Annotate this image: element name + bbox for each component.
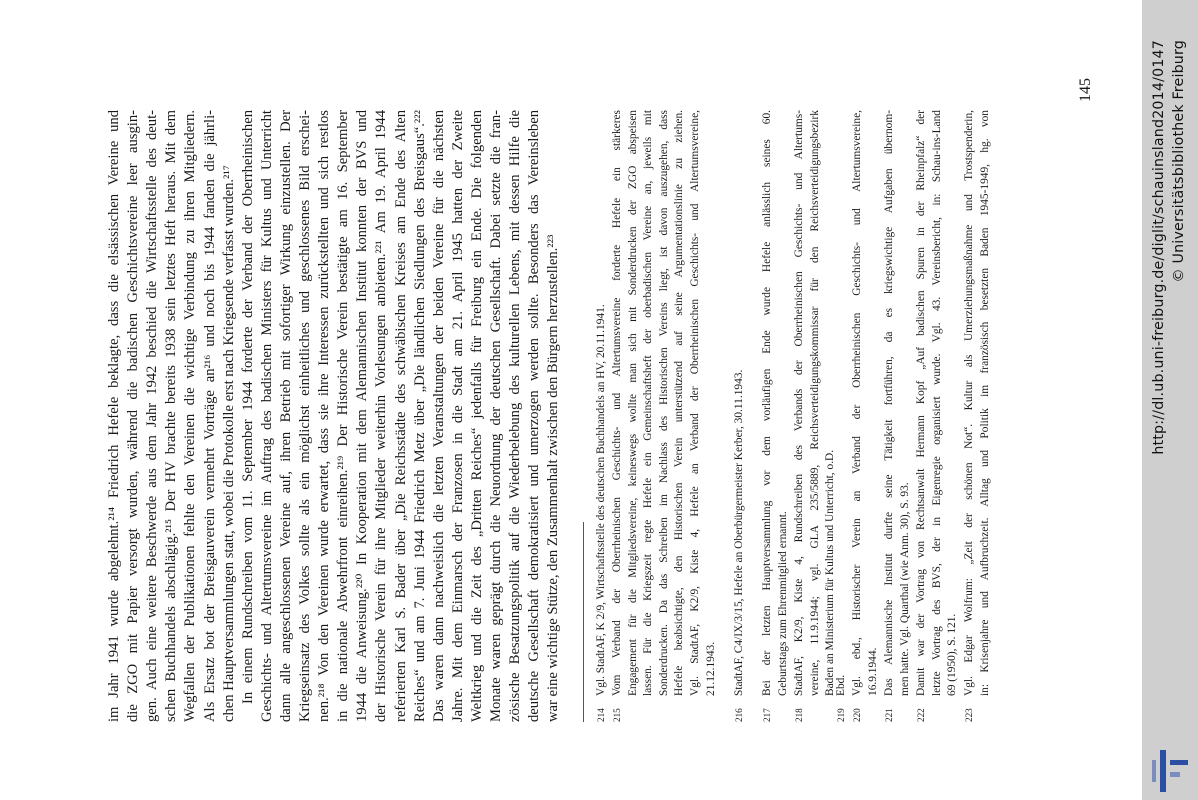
footnote-line: 16.9.1944. — [866, 647, 879, 696]
footnote-line: Geburtstags zum Ehrenmitglied ernannt. — [776, 511, 789, 696]
body-text-line: in die nationale Abwehrfront einreihen.²¹⁹ Der Historische Verein bestätigte am 16. September — [335, 110, 352, 722]
footnote-number: 214 — [596, 708, 606, 722]
footnote-number: 221 — [884, 708, 894, 722]
body-text-line: Das waren dann nachweislich die letzten Veranstaltungen der beiden Vereine für die nächsten — [430, 110, 447, 722]
page-number: 145 — [1077, 78, 1094, 102]
footnote-line: Engagement für die Mitgliedsvereine, keineswegs wollte man sich mit Sonderdrucken der ZGO abspeisen — [626, 110, 639, 696]
footnote-line: Bei der letzten Hauptversammlung vor dem vorläufigen Ende wurde Hefele anlässlich seines 60. — [761, 110, 773, 696]
footnote-line: 21.12.1943. — [704, 641, 717, 696]
footnote-line: 69 (1950), S. 121. — [946, 613, 959, 696]
body-text-line: Weltkrieg und die Zeit des „Dritten Reiches“ jedenfalls für Freiburg ein Ende. Die folgenden — [468, 110, 485, 722]
library-logo-icon — [1142, 742, 1198, 800]
footnote-number: 223 — [964, 708, 974, 722]
footnote-line: Vom Verband der Oberrheinischen Geschichts- und Altertumsvereine forderte Hefele ein stärkeres — [611, 110, 623, 696]
footnote-line: Baden an Ministerium für Kultus und Unterricht, o.D. — [824, 449, 837, 696]
footnote-line: in: Krisenjahre und Aufbruchzeit. Alltag und Politik im französisch besetzten Baden 1945-1949, hg. von — [978, 110, 991, 696]
footnote-number: 216 — [734, 708, 744, 722]
body-text-line: gen. Auch eine weitere Beschwerde aus dem Jahr 1942 beschied die Wirtschaftsstelle des deut- — [144, 110, 161, 722]
footnote-line: Vgl. Edgar Wolfrum: „Zeit der schönen Not“. Kultur als Umerziehungsmaßnahme und Trostspenderin, — [963, 110, 975, 696]
footnote-line: StadtAF, C4/IX/3/15, Hefele an Oberbürgermeister Kerber, 30.11.1943. — [733, 369, 745, 696]
body-text-line: Reiches“ und am 7. Juni 1944 Friedrich Metz über „Die ländlichen Siedlungen des Breisgaus“.²²² — [411, 110, 428, 722]
body-text-line: referierten Karl S. Bader über „Die Reichsstädte des schwäbischen Kreises am Ende des Alten — [392, 110, 409, 722]
body-text-line: die ZGO mit Papier versorgt wurden, während die badischen Geschichtsvereine leer ausgin- — [125, 110, 142, 722]
footnote-line: Sonderdrucken. Da das Schreiben im Nachlass des Historischen Vereins liegt, ist davon auszugehen, dass — [657, 110, 670, 696]
footnote-number: 222 — [916, 708, 926, 722]
body-text-line: In einem Rundschreiben vom 11. September 1944 forderte der Verband der Oberrheinischen — [239, 110, 256, 704]
footnote-line: Vgl. StadtAF, K 2/9, Wirtschaftsstelle des deutschen Buchhandels an HV, 20.11.1941. — [595, 304, 607, 696]
sidebar-text — [1142, 0, 1198, 800]
footnote-number: 218 — [794, 708, 804, 722]
body-text-line: Wegfallen der Publikationen fehlte den Vereinen die wichtige Verbindung zu ihren Mitgliedern. — [182, 110, 199, 722]
footnote-line: letzte Vortrag des BVS, der in Eigenregie organisiert wurde. Vgl. 43. Vereinsbericht, in: Schau-ins-Land — [930, 110, 943, 696]
body-text-line: Geschichts- und Altertumsvereine im Auftrag des badischen Ministers für Kultus und Unterricht — [258, 110, 275, 722]
footnote-number: 220 — [852, 708, 862, 722]
footnote-line: men hatte. Vgl. Quarthal (wie Anm. 30), S. 93. — [898, 482, 911, 696]
body-text-line: Kriegseinsatz des Volkes sollte als ein möglichst einheitliches und geschlossenes Bild erschei- — [297, 110, 313, 722]
body-text-line: chen Hauptversammlungen statt, wobei die Protokolle erst nach Kriegsende verfasst wurden.²¹⁷ — [220, 165, 237, 722]
body-text-line: im Jahr 1941 wurde abgelehnt.²¹⁴ Friedrich Hefele beklagte, dass die elsässischen Vereine und — [106, 110, 122, 722]
body-text-line: war eine wichtige Stütze, den Zusammenhalt zwischen den Bürgern herzustellen.²²³ — [545, 234, 562, 722]
body-text-line: Jahre. Mit dem Einmarsch der Franzosen in die Stadt am 21. April 1945 hatten der Zweite — [449, 110, 466, 722]
copyright-notice: © Universitätsbibliothek Freiburg — [1171, 40, 1187, 283]
body-text-line: deutsche Gesellschaft demokratisiert und umerzogen werden sollte. Besonders das Vereinsleben — [526, 110, 543, 722]
footnote-line: Ebd. — [835, 674, 847, 696]
footnote-number: 215 — [612, 708, 622, 722]
source-url[interactable]: http://dl.ub.uni-freiburg.de/diglit/schauinsland2014/0147 — [1151, 40, 1167, 455]
footnote-line: Damit war der Vortrag von Rechtsanwalt Hermann Kopf „Auf badischen Spuren in der Rheinpfalz“ der — [915, 110, 927, 696]
footnote-line: Vgl. ebd., Historischer Verein an Verband der Oberrheinischen Geschichts- und Altertumsvereine, — [851, 110, 863, 696]
body-text-line: der Historische Verein für ihre Mitglieder weiterhin Vorlesungen anbieten.²²¹ Am 19. April 1944 — [373, 110, 390, 722]
body-text-line: zösische Besatzungspolitik auf die Wiederbelebung des kulturellen Lebens, mit dessen Hilfe die — [507, 110, 524, 722]
body-text-line: dann alle angeschlossenen Vereine auf, ihren Betrieb mit sofortiger Wirkung einzustellen. Der — [277, 110, 294, 722]
footnote-line: lassen. Für die Kriegszeit regte Hefele ein Gemeinschaftsheft der oberbadischen Vereine an, jeweils mit — [642, 110, 655, 696]
footnote-line: Hefele beabsichtigte, den Historischen Verein unterstützend auf seine Argumentationslinie zu ziehen. — [673, 110, 686, 696]
footnote-number: 219 — [836, 708, 846, 722]
body-text-line: nen.²¹⁸ Von den Vereinen wurde erwartet, dass sie ihre Interessen zurückstellten und sich restlos — [316, 110, 333, 722]
body-text-line: 1944 die Anweisung.²²⁰ In Kooperation mit dem Alemannischen Institut konnten der BVS und — [354, 110, 371, 722]
footnote-line: Vgl. StadtAF, K2/9, Kiste 4, Hefele an Verband der Oberrheinischen Geschichts- und Altertumsvereine, — [689, 110, 701, 696]
sidebar — [1142, 0, 1198, 800]
footnote-line: Das Alemannische Institut durfte seine Tätigkeit fortführen, da es kriegswichtige Aufgaben übernom- — [883, 110, 895, 696]
footnote-number: 217 — [762, 708, 772, 722]
footnote-line: vereine, 11.9.1944; vgl. GLA 235/5889, Reichsverteidigungskommissar für den Reichsverteidigungsbezirk — [808, 110, 821, 696]
body-text-line: Als Ersatz bot der Breisgauverein vermehrt Vorträge an²¹⁶ und noch bis 1944 fanden die jährli- — [201, 110, 218, 722]
body-text-line: schen Buchhandels abschlägig.²¹⁵ Der HV brachte bereits 1938 sein letztes Heft heraus. Mit dem — [163, 110, 180, 722]
footnote-separator — [583, 522, 584, 722]
footnote-line: StadtAF, K2/9, Kiste 4, Rundschreiben des Verbands der Oberrheinischen Geschichts- und Altertums- — [793, 110, 805, 696]
body-text-line: Monate waren geprägt durch die Neuordnung der deutschen Gesellschaft. Dabei setzte die fran- — [488, 110, 504, 722]
